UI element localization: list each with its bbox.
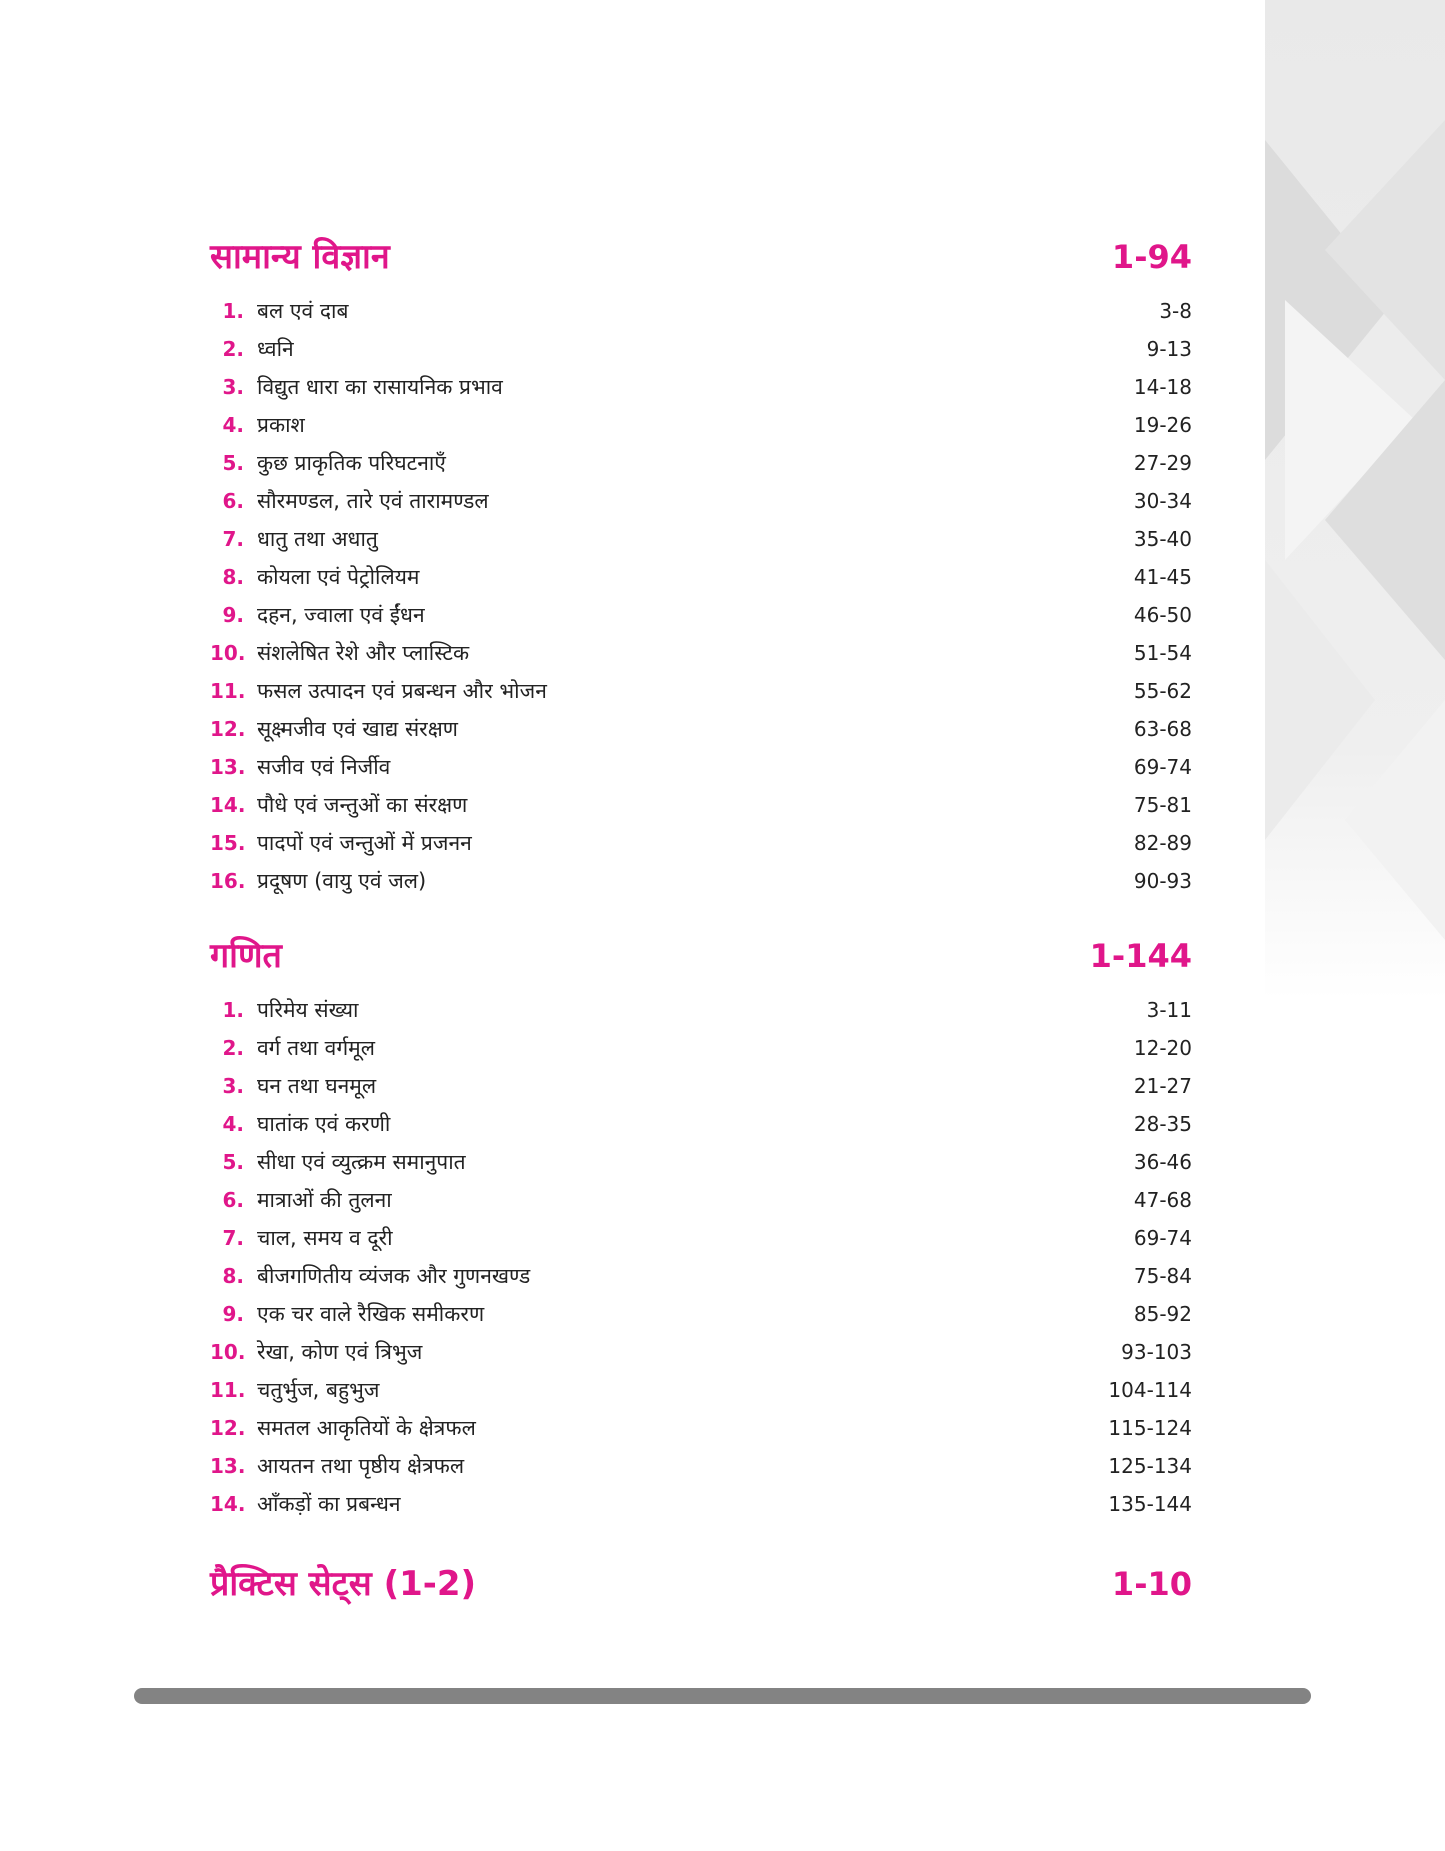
chapter-title: चाल, समय व दूरी — [257, 1226, 393, 1250]
chapter-number: 14. — [210, 1492, 246, 1516]
chapter-title: आँकड़ों का प्रबन्धन — [257, 1492, 401, 1516]
chapter-pages: 12-20 — [1133, 1036, 1192, 1060]
section-title: सामान्य विज्ञान — [210, 237, 390, 277]
chapter-number: 1. — [222, 998, 244, 1022]
chapter-title: कोयला एवं पेट्रोलियम — [257, 565, 420, 589]
chapter-number: 12. — [210, 1416, 246, 1440]
toc-entry — [210, 991, 1192, 1029]
chapter-number: 4. — [222, 1112, 244, 1136]
toc-entry — [210, 520, 1192, 558]
section-mathematics — [210, 931, 1192, 1523]
toc-entry — [210, 1333, 1192, 1371]
chapter-number: 5. — [222, 451, 244, 475]
chapter-pages: 69-74 — [1133, 1226, 1192, 1250]
chapter-title: चतुर्भुज, बहुभुज — [257, 1378, 380, 1402]
toc-entry — [210, 1257, 1192, 1295]
toc-entry — [210, 1105, 1192, 1143]
chapter-number: 13. — [210, 1454, 246, 1478]
chapter-title: धातु तथा अधातु — [257, 527, 378, 551]
chapter-title: संशलेषित रेशे और प्लास्टिक — [257, 641, 470, 665]
footer-divider-bar — [134, 1688, 1311, 1704]
chapter-title: पादपों एवं जन्तुओं में प्रजनन — [257, 831, 472, 855]
chapter-pages: 19-26 — [1133, 413, 1192, 437]
chapter-title: सूक्ष्मजीव एवं खाद्य संरक्षण — [257, 717, 458, 741]
chapter-pages: 75-81 — [1133, 793, 1192, 817]
chapter-title: बल एवं दाब — [257, 299, 349, 323]
chapter-number: 9. — [222, 603, 244, 627]
section-header — [210, 931, 1192, 991]
toc-entry — [210, 1371, 1192, 1409]
section-general-science — [210, 232, 1192, 900]
toc-entry — [210, 786, 1192, 824]
chapter-pages: 135-144 — [1108, 1492, 1192, 1516]
chapter-number: 7. — [222, 1226, 244, 1250]
toc-entry — [210, 1295, 1192, 1333]
toc-entry — [210, 1143, 1192, 1181]
chapter-number: 14. — [210, 793, 246, 817]
chapter-number: 4. — [222, 413, 244, 437]
toc-entry — [210, 862, 1192, 900]
chapter-title: प्रदूषण (वायु एवं जल) — [257, 869, 427, 893]
chapter-title: एक चर वाले रैखिक समीकरण — [257, 1302, 485, 1326]
chapter-title: प्रकाश — [257, 413, 305, 437]
toc-entry — [210, 596, 1192, 634]
chapter-title: मात्राओं की तुलना — [257, 1188, 392, 1212]
chapter-title: ध्वनि — [257, 337, 294, 361]
toc-entry — [210, 330, 1192, 368]
chapter-pages: 9-13 — [1146, 337, 1192, 361]
chapter-title: आयतन तथा पृष्ठीय क्षेत्रफल — [257, 1454, 465, 1478]
chapter-title: फसल उत्पादन एवं प्रबन्धन और भोजन — [257, 679, 547, 703]
chapter-pages: 41-45 — [1133, 565, 1192, 589]
chapter-pages: 55-62 — [1133, 679, 1192, 703]
toc-entry — [210, 1181, 1192, 1219]
toc-entry — [210, 482, 1192, 520]
chapter-pages: 51-54 — [1133, 641, 1192, 665]
chapter-title: वर्ग तथा वर्गमूल — [257, 1036, 375, 1060]
chapter-pages: 27-29 — [1133, 451, 1192, 475]
chapter-number: 11. — [210, 1378, 246, 1402]
chapter-number: 8. — [222, 1264, 244, 1288]
toc-entry — [210, 1409, 1192, 1447]
chapter-number: 5. — [222, 1150, 244, 1174]
chapter-number: 6. — [222, 1188, 244, 1212]
chapter-pages: 69-74 — [1133, 755, 1192, 779]
section-title: गणित — [210, 936, 282, 976]
chapter-number: 12. — [210, 717, 246, 741]
toc-entry — [210, 406, 1192, 444]
chapter-pages: 36-46 — [1133, 1150, 1192, 1174]
chapter-title: घन तथा घनमूल — [257, 1074, 377, 1098]
chapter-number: 6. — [222, 489, 244, 513]
chapter-pages: 125-134 — [1108, 1454, 1192, 1478]
chapter-title: सौरमण्डल, तारे एवं तारामण्डल — [257, 489, 489, 513]
section-practice-sets — [210, 1559, 1192, 1619]
chapter-pages: 115-124 — [1108, 1416, 1192, 1440]
section-page-range: 1-94 — [1111, 238, 1192, 276]
section-header — [210, 1559, 1192, 1619]
chapter-title: समतल आकृतियों के क्षेत्रफल — [257, 1416, 476, 1440]
toc-entry — [210, 1447, 1192, 1485]
toc-entry — [210, 1485, 1192, 1523]
chapter-title: बीजगणितीय व्यंजक और गुणनखण्ड — [257, 1264, 531, 1288]
section-title: प्रैक्टिस सेट्स (1-2) — [210, 1564, 477, 1604]
chapter-pages: 85-92 — [1133, 1302, 1192, 1326]
toc-entry — [210, 824, 1192, 862]
toc-entry — [210, 1029, 1192, 1067]
chapter-pages: 3-8 — [1159, 299, 1192, 323]
chapter-pages: 3-11 — [1146, 998, 1192, 1022]
toc-entry — [210, 710, 1192, 748]
chapter-number: 2. — [222, 1036, 244, 1060]
chapter-number: 9. — [222, 1302, 244, 1326]
chapter-number: 15. — [210, 831, 246, 855]
chapter-pages: 93-103 — [1121, 1340, 1192, 1364]
chapter-pages: 47-68 — [1133, 1188, 1192, 1212]
chapter-number: 16. — [210, 869, 246, 893]
table-of-contents — [210, 232, 1192, 1619]
section-page-range: 1-10 — [1111, 1565, 1192, 1603]
chapter-pages: 104-114 — [1108, 1378, 1192, 1402]
chapter-pages: 21-27 — [1133, 1074, 1192, 1098]
chapter-title: सीधा एवं व्युत्क्रम समानुपात — [257, 1150, 466, 1174]
chapter-pages: 75-84 — [1133, 1264, 1192, 1288]
chapter-number: 1. — [222, 299, 244, 323]
chapter-number: 7. — [222, 527, 244, 551]
chapter-title: रेखा, कोण एवं त्रिभुज — [257, 1340, 423, 1364]
chapter-number: 8. — [222, 565, 244, 589]
chapter-pages: 90-93 — [1133, 869, 1192, 893]
chapter-pages: 30-34 — [1133, 489, 1192, 513]
chapter-pages: 63-68 — [1133, 717, 1192, 741]
chapter-title: घातांक एवं करणी — [257, 1112, 391, 1136]
toc-entry — [210, 634, 1192, 672]
toc-entry — [210, 1219, 1192, 1257]
chapter-number: 10. — [210, 1340, 246, 1364]
toc-entry — [210, 292, 1192, 330]
toc-entry — [210, 1067, 1192, 1105]
chapter-title: पौधे एवं जन्तुओं का संरक्षण — [257, 793, 468, 817]
chapter-pages: 82-89 — [1133, 831, 1192, 855]
chapter-pages: 28-35 — [1133, 1112, 1192, 1136]
chapter-title: परिमेय संख्या — [257, 998, 359, 1022]
chapter-number: 3. — [222, 1074, 244, 1098]
chapter-number: 2. — [222, 337, 244, 361]
chapter-number: 11. — [210, 679, 246, 703]
chapter-pages: 14-18 — [1133, 375, 1192, 399]
chapter-number: 10. — [210, 641, 246, 665]
chapter-pages: 46-50 — [1133, 603, 1192, 627]
chapter-number: 13. — [210, 755, 246, 779]
chapter-title: सजीव एवं निर्जीव — [257, 755, 391, 779]
section-header — [210, 232, 1192, 292]
chapter-title: विद्युत धारा का रासायनिक प्रभाव — [257, 375, 503, 399]
section-page-range: 1-144 — [1089, 937, 1192, 975]
chapter-pages: 35-40 — [1133, 527, 1192, 551]
toc-entry — [210, 368, 1192, 406]
chapter-title: कुछ प्राकृतिक परिघटनाएँ — [257, 451, 446, 475]
chapter-title: दहन, ज्वाला एवं ईंधन — [257, 603, 425, 627]
chapter-number: 3. — [222, 375, 244, 399]
toc-entry — [210, 672, 1192, 710]
toc-entry — [210, 444, 1192, 482]
toc-entry — [210, 748, 1192, 786]
decorative-background — [1265, 0, 1445, 1000]
toc-entry — [210, 558, 1192, 596]
